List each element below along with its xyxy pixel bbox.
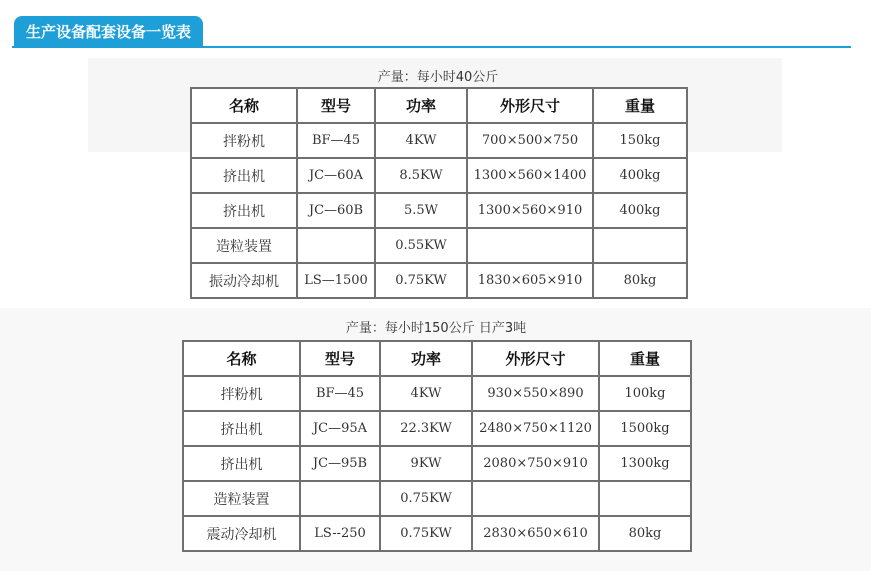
cell-power: 0.55KW: [375, 228, 467, 263]
cell-power: 0.75KW: [375, 263, 467, 298]
cell-dimensions: [467, 228, 593, 263]
table-row: [183, 411, 691, 446]
cell-model: [297, 228, 375, 263]
cell-dimensions: 1830×605×910: [467, 263, 593, 298]
cell-dimensions: 2480×750×1120: [472, 411, 599, 446]
cell-dimensions: 2830×650×610: [472, 516, 599, 551]
cell-name: 挤出机: [183, 411, 300, 446]
table-row: [191, 193, 687, 228]
cell-weight: 1500kg: [599, 411, 691, 446]
header-name: 名称: [191, 88, 297, 123]
table-row: [183, 481, 691, 516]
header-dimensions: 外形尺寸: [467, 88, 593, 123]
table-row: [183, 446, 691, 481]
cell-dimensions: 1300×560×1400: [467, 158, 593, 193]
header-power: 功率: [375, 88, 467, 123]
cell-weight: 150kg: [593, 123, 687, 158]
table-row: [191, 263, 687, 298]
header-model: 型号: [297, 88, 375, 123]
cell-model: JC—60B: [297, 193, 375, 228]
cell-model: [300, 481, 380, 516]
cell-power: 5.5W: [375, 193, 467, 228]
cell-power: 22.3KW: [380, 411, 472, 446]
cell-dimensions: [472, 481, 599, 516]
cell-name: 造粒装置: [183, 481, 300, 516]
cell-weight: 100kg: [599, 376, 691, 411]
cell-model: JC—60A: [297, 158, 375, 193]
cell-name: 挤出机: [191, 158, 297, 193]
cell-name: 造粒装置: [191, 228, 297, 263]
header-model: 型号: [300, 341, 380, 376]
table-row: [183, 516, 691, 551]
header-name: 名称: [183, 341, 300, 376]
cell-model: JC—95B: [300, 446, 380, 481]
table-row: [191, 158, 687, 193]
cell-name: 挤出机: [183, 446, 300, 481]
cell-model: BF—45: [297, 123, 375, 158]
cell-weight: [599, 481, 691, 516]
cell-model: BF—45: [300, 376, 380, 411]
cell-dimensions: 700×500×750: [467, 123, 593, 158]
cell-name: 振动冷却机: [191, 263, 297, 298]
cell-model: JC—95A: [300, 411, 380, 446]
table1-caption: 产量：每小时40公斤: [377, 70, 499, 85]
header-weight: 重量: [593, 88, 687, 123]
cell-weight: 80kg: [593, 263, 687, 298]
cell-power: 4KW: [380, 376, 472, 411]
table-row: [191, 123, 687, 158]
header-dimensions: 外形尺寸: [472, 341, 599, 376]
cell-power: 4KW: [375, 123, 467, 158]
cell-weight: 400kg: [593, 158, 687, 193]
table-header-row: [183, 341, 691, 376]
cell-power: 0.75KW: [380, 481, 472, 516]
cell-power: 8.5KW: [375, 158, 467, 193]
table-row: [191, 228, 687, 263]
equipment-table-150kg: [182, 340, 692, 552]
cell-weight: 1300kg: [599, 446, 691, 481]
header-power: 功率: [380, 341, 472, 376]
cell-dimensions: 2080×750×910: [472, 446, 599, 481]
cell-name: 拌粉机: [183, 376, 300, 411]
cell-power: 9KW: [380, 446, 472, 481]
header-weight: 重量: [599, 341, 691, 376]
cell-name: 震动冷却机: [183, 516, 300, 551]
cell-name: 挤出机: [191, 193, 297, 228]
cell-dimensions: 1300×560×910: [467, 193, 593, 228]
table2-caption: 产量：每小时150公斤 日产3吨: [345, 321, 527, 336]
cell-dimensions: 930×550×890: [472, 376, 599, 411]
cell-weight: 400kg: [593, 193, 687, 228]
cell-weight: 80kg: [599, 516, 691, 551]
cell-model: LS—1500: [297, 263, 375, 298]
cell-name: 拌粉机: [191, 123, 297, 158]
table-header-row: [191, 88, 687, 123]
table-row: [183, 376, 691, 411]
equipment-table-40kg: [190, 87, 688, 299]
cell-weight: [593, 228, 687, 263]
cell-power: 0.75KW: [380, 516, 472, 551]
cell-model: LS--250: [300, 516, 380, 551]
page-title: 生产设备配套设备一览表: [14, 16, 203, 48]
